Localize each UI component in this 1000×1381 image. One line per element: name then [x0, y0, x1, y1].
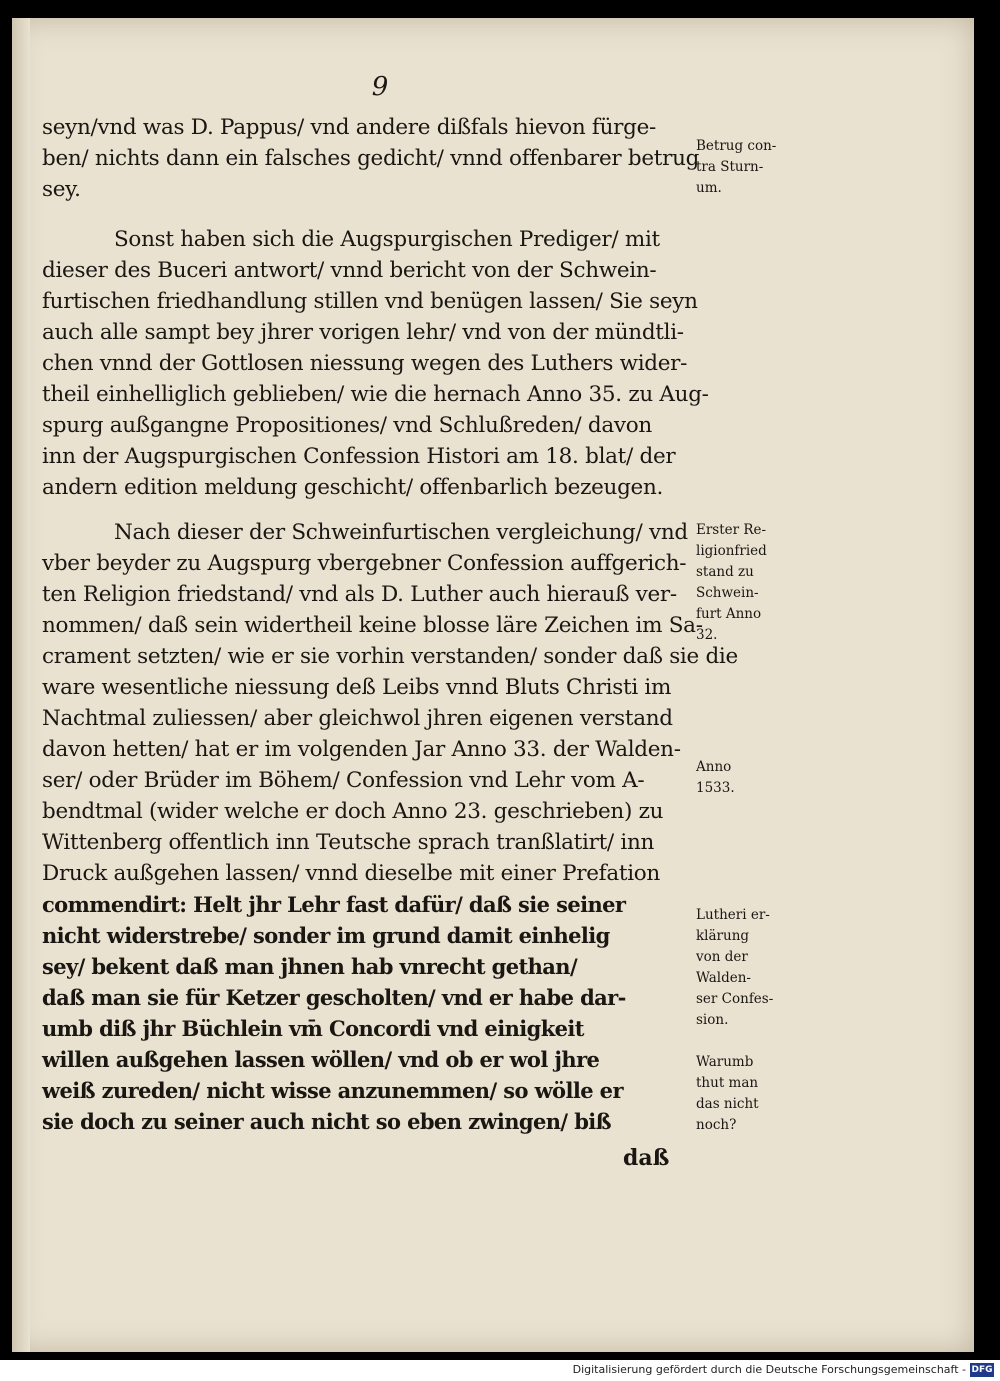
margin-note-line: Walden-	[696, 970, 751, 986]
text-line: ware wesentliche niessung deß Leibs vnnd Bluts Christi im	[42, 675, 672, 700]
text-line: davon hetten/ hat er im volgenden Jar Anno 33. der Walden-	[42, 737, 681, 762]
margin-note-line: Betrug con-	[696, 138, 777, 154]
margin-note-line: ligionfried	[696, 543, 767, 559]
text-line: seyn/vnd was D. Pappus/ vnd andere dißfals hievon fürge-	[42, 115, 656, 140]
text-line: vber beyder zu Augspurg vbergebner Confession auffgerich-	[42, 551, 687, 576]
margin-note-line: stand zu	[696, 564, 754, 580]
margin-note-line: Anno	[696, 759, 732, 775]
margin-note-line: Schwein-	[696, 585, 759, 601]
catchword: daß	[623, 1145, 670, 1171]
text-line: chen vnnd der Gottlosen niessung wegen des Luthers wider-	[42, 351, 688, 376]
margin-note	[696, 520, 801, 646]
margin-note	[696, 757, 801, 799]
margin-note-line: ser Confes-	[696, 991, 774, 1007]
margin-note-line: das nicht	[696, 1096, 759, 1112]
text-line: daß man sie für Ketzer gescholten/ vnd er habe dar-	[42, 985, 626, 1010]
text-line: spurg außgangne Propositiones/ vnd Schlußreden/ davon	[42, 413, 652, 438]
funding-credit: Digitalisierung gefördert durch die Deutsche Forschungsgemeinschaft -	[572, 1363, 966, 1376]
margin-note-line: sion.	[696, 1012, 729, 1028]
text-line: bendtmal (wider welche er doch Anno 23. geschrieben) zu	[42, 799, 664, 824]
margin-note-line: 1533.	[696, 780, 735, 796]
text-line: umb diß jhr Büchlein vm̄ Concordi vnd einigkeit	[42, 1016, 584, 1041]
text-line: ben/ nichts dann ein falsches gedicht/ vnnd offenbarer betrug	[42, 146, 700, 171]
text-line: Druck außgehen lassen/ vnnd dieselbe mit einer Prefation	[42, 861, 660, 886]
margin-note-line: 32.	[696, 627, 718, 643]
margin-note-line: Erster Re-	[696, 522, 767, 538]
margin-note-line: Lutheri er-	[696, 907, 770, 923]
text-line: Wittenberg offentlich inn Teutsche sprach tranßlatirt/ inn	[42, 830, 655, 855]
margin-note	[696, 1052, 801, 1136]
margin-note-line: thut man	[696, 1075, 759, 1091]
text-line: sie doch zu seiner auch nicht so eben zwingen/ biß	[42, 1109, 612, 1134]
text-line: commendirt: Helt jhr Lehr fast dafür/ daß sie seiner	[42, 892, 626, 917]
margin-note	[696, 136, 801, 199]
margin-note-line: furt Anno	[696, 606, 762, 622]
margin-note-line: klärung	[696, 928, 750, 944]
footer-bar	[0, 1360, 1000, 1381]
margin-note	[696, 905, 801, 1031]
margin-note-line: von der	[696, 949, 748, 965]
margin-note-line: Warumb	[696, 1054, 754, 1070]
margin-note-line: tra Sturn-	[696, 159, 764, 175]
text-line: Nach dieser der Schweinfurtischen vergleichung/ vnd	[114, 520, 688, 545]
margin-note-line: um.	[696, 180, 722, 196]
text-line: dieser des Buceri antwort/ vnnd bericht von der Schwein-	[42, 258, 657, 283]
text-line: nicht widerstrebe/ sonder im grund damit einhelig	[42, 923, 610, 948]
dfg-logo: DFG	[971, 1365, 993, 1375]
page-gutter-shadow	[12, 18, 30, 1352]
margin-note-line: noch?	[696, 1117, 737, 1133]
page-number: 9	[371, 72, 389, 102]
text-line: andern edition meldung geschicht/ offenbarlich bezeugen.	[42, 475, 664, 500]
text-line: auch alle sampt bey jhrer vorigen lehr/ vnd von der mündtli-	[42, 320, 684, 345]
text-line: sey/ bekent daß man jhnen hab vnrecht gethan/	[42, 954, 578, 979]
text-line: crament setzten/ wie er sie vorhin verstanden/ sonder daß sie die	[42, 644, 738, 669]
text-line: sey.	[42, 177, 81, 202]
text-line: nommen/ daß sein widertheil keine blosse läre Zeichen im Sa-	[42, 613, 703, 638]
text-line: Nachtmal zuliessen/ aber gleichwol jhren eigenen verstand	[42, 706, 673, 731]
text-line: ser/ oder Brüder im Böhem/ Confession vnd Lehr vom A-	[42, 768, 645, 793]
text-line: Sonst haben sich die Augspurgischen Prediger/ mit	[114, 227, 660, 252]
text-line: furtischen friedhandlung stillen vnd benügen lassen/ Sie seyn	[42, 289, 698, 314]
text-line: willen außgehen lassen wöllen/ vnd ob er wol jhre	[42, 1047, 600, 1072]
text-line: inn der Augspurgischen Confession Histori am 18. blat/ der	[42, 444, 676, 469]
text-line: weiß zureden/ nicht wisse anzunemmen/ so wölle er	[42, 1078, 623, 1103]
text-line: ten Religion friedstand/ vnd als D. Luther auch hierauß ver-	[42, 582, 677, 607]
text-line: theil einhelliglich geblieben/ wie die hernach Anno 35. zu Aug-	[42, 382, 709, 407]
